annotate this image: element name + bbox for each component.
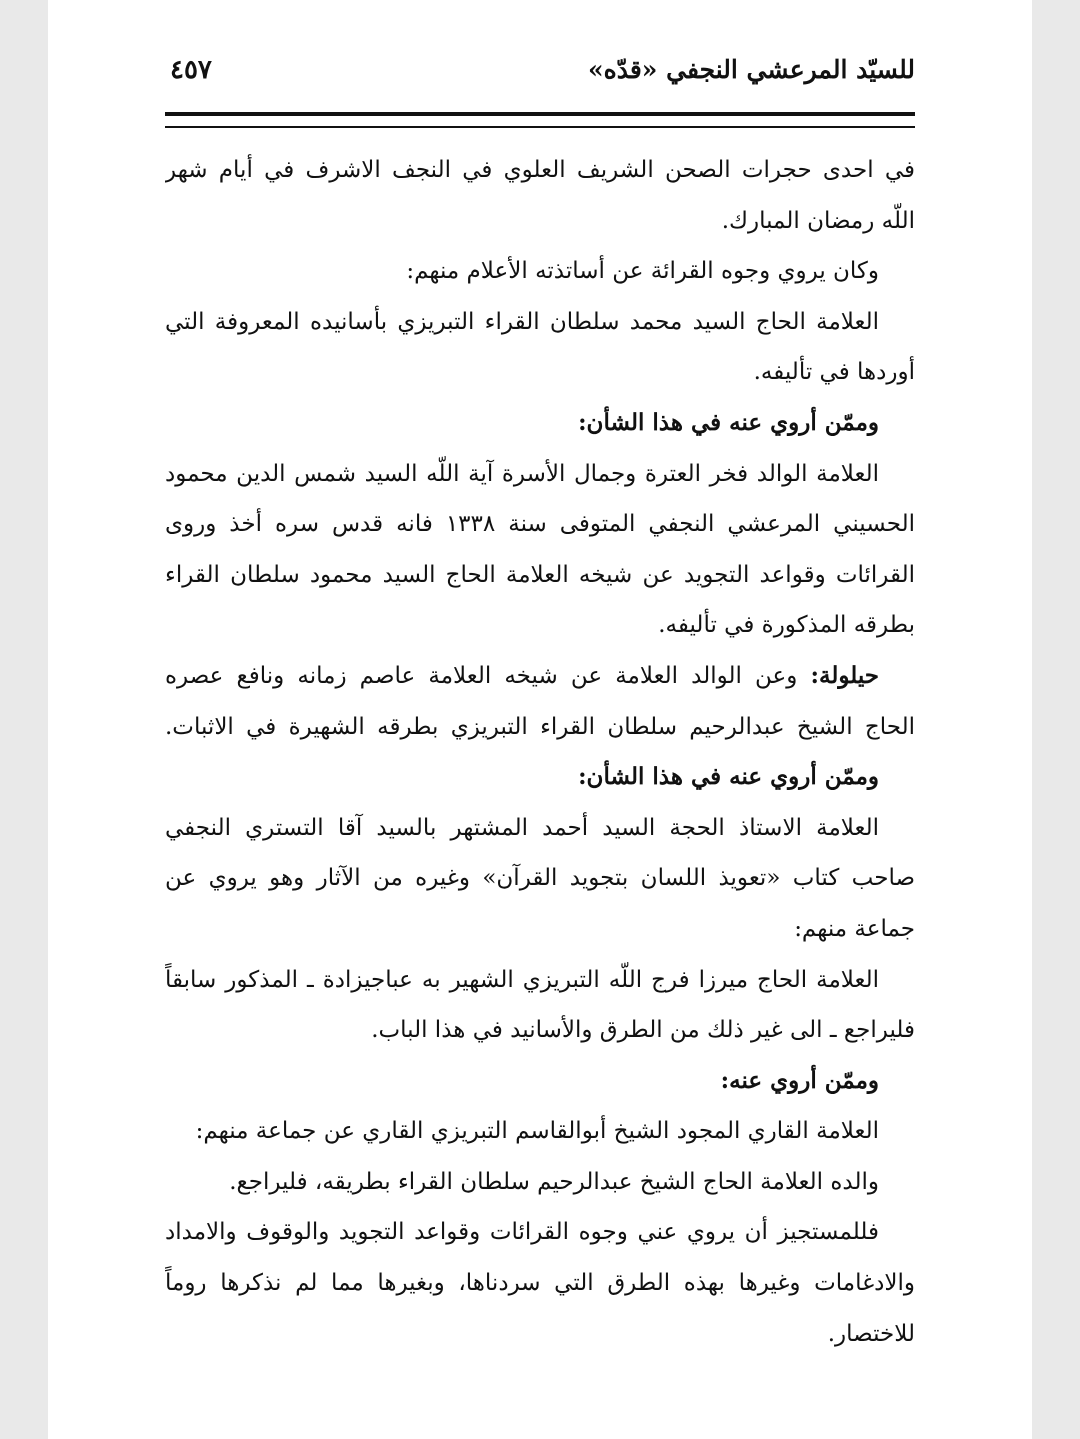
running-title: للسيّد المرعشي النجفي «قدّه» [588,55,915,84]
text-line [165,651,915,702]
text-line: العلامة القاري المجود الشيخ أبوالقاسم التبريزي القاري عن جماعة منهم: [195,1118,879,1145]
inline-label: حيلولة: [810,661,879,689]
text-line: وكان يروي وجوه القرائة عن أساتذته الأعلام منهم: [406,258,879,285]
text-line: والادغامات وغيرها بهذه الطرق التي سردناها، وبغيرها مما لم نذكرها روماً [165,1270,915,1297]
text-line: اللّه رمضان المبارك. [721,207,915,234]
page-number: ٤٥٧ [170,55,212,85]
text-line: الحاج الشيخ عبدالرحيم سلطان القراء التبريزي بطرقه الشهيرة في الاثبات. [165,713,915,740]
text-line: القرائات وقواعد التجويد عن شيخه العلامة الحاج السيد محمود سلطان القراء [165,561,915,588]
text-line: صاحب كتاب «تعويذ اللسان بتجويد القرآن» وغيره من الآثار وهو يروي عن [165,865,915,892]
text-line: الحسيني المرعشي النجفي المتوفى سنة ١٣٣٨ فانه قدس سره أخذ وروى [165,511,915,538]
section-heading: وممّن أروي عنه: [720,1066,879,1094]
text-line-rest: وعن الوالد العلامة عن شيخه العلامة عاصم زمانه ونافع عصره [165,662,811,689]
text-line: للاختصار. [827,1320,915,1347]
text-line: العلامة الوالد فخر العترة وجمال الأسرة آية اللّه السيد شمس الدين محمود [165,460,879,487]
text-line: جماعة منهم: [794,915,915,942]
header-rule-thin [165,126,915,128]
text-line: فليراجع ـ الى غير ذلك من الطرق والأسانيد في هذا الباب. [371,1017,915,1044]
section-heading: وممّن أروي عنه في هذا الشأن: [578,408,879,436]
text-line: في احدى حجرات الصحن الشريف العلوي في النجف الاشرف في أيام شهر [165,157,915,183]
page-header [165,55,915,95]
text-line: العلامة الحاج السيد محمد سلطان القراء التبريزي بأسانيده المعروفة التي [165,308,879,335]
text-line: فللمستجيز أن يروي عني وجوه القرائات وقواعد التجويد والوقوف والامداد [165,1219,879,1246]
text-line: بطرقه المذكورة في تأليفه. [658,612,915,639]
section-heading: وممّن أروي عنه في هذا الشأن: [578,763,879,791]
text-line: العلامة الحاج ميرزا فرج اللّه التبريزي الشهير به عباجيزادة ـ المذكور سابقاً [165,966,879,993]
text-line: العلامة الاستاذ الحجة السيد أحمد المشتهر بالسيد آقا التستري النجفي [165,814,879,841]
text-line: أوردها في تأليفه. [753,359,915,386]
body-text [165,145,915,1359]
header-rule-thick [165,112,915,116]
text-line: والده العلامة الحاج الشيخ عبدالرحيم سلطان القراء بطريقه، فليراجع. [229,1168,879,1195]
